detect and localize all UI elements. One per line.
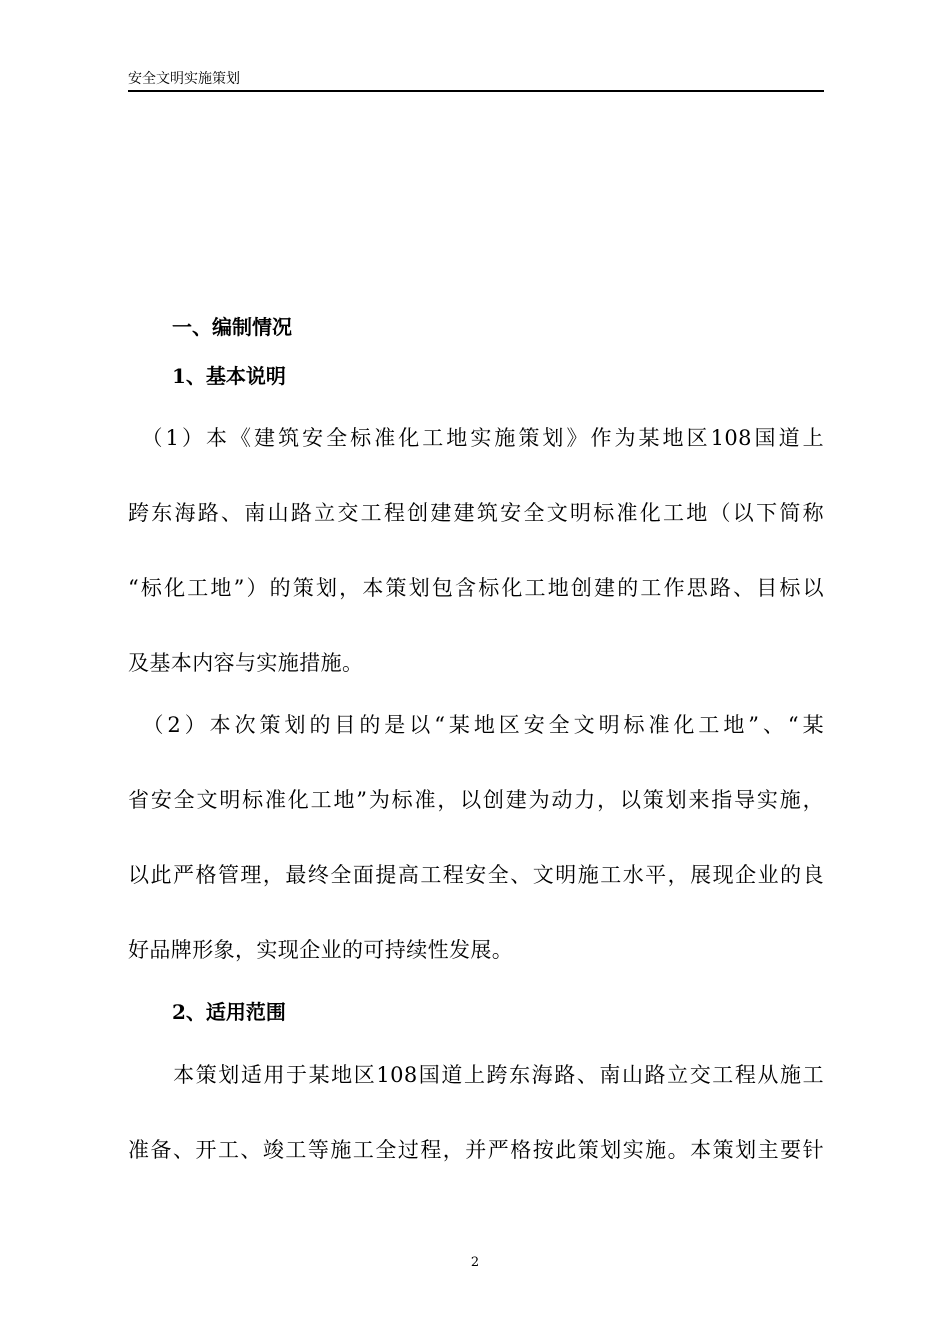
page-header [128,70,824,92]
paragraph-line: （2）本次策划的目的是以“某地区安全文明标准化工地”、“某 [128,713,824,737]
paragraph-line: 准备、开工、竣工等施工全过程，并严格按此策划实施。本策划主要针 [128,1138,824,1162]
paragraph-line: “标化工地”）的策划，本策划包含标化工地创建的工作思路、目标以 [128,576,824,600]
sub-heading-basic-description: 1、基本说明 [172,364,286,388]
paragraph-line: 本策划适用于某地区108国道上跨东海路、南山路立交工程从施工 [128,1063,824,1087]
sub-heading-scope: 2、适用范围 [172,1000,286,1024]
paragraph-line: 跨东海路、南山路立交工程创建建筑安全文明标准化工地（以下简称 [128,501,824,525]
header-title: 安全文明实施策划 [128,71,240,87]
page-number: 2 [470,1255,480,1270]
paragraph-line: 好品牌形象，实现企业的可持续性发展。 [128,938,514,962]
paragraph-line: 及基本内容与实施措施。 [128,651,364,675]
section-heading: 一、编制情况 [172,315,292,339]
paragraph-line: 以此严格管理，最终全面提高工程安全、文明施工水平，展现企业的良 [128,863,824,887]
paragraph-line: （1）本《建筑安全标准化工地实施策划》作为某地区108国道上 [128,426,824,450]
paragraph-line: 省安全文明标准化工地”为标准，以创建为动力，以策划来指导实施， [128,788,824,812]
